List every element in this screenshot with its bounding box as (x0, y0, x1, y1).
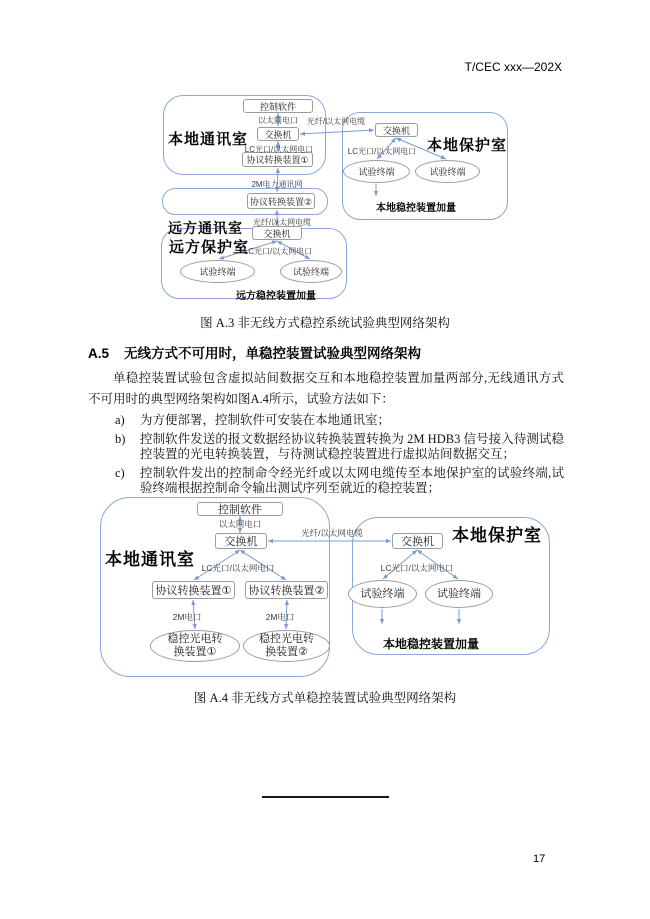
doc-code: T/CEC xxx—202X (464, 60, 562, 74)
paragraph: 单稳控装置试验包含虚拟站间数据交互和本地稳控装置加量两部分,无线通讯方式不可用时的典型网络架构如图A.4所示，试验方法如下： (88, 371, 564, 406)
node-control-software: 控制软件 (197, 502, 283, 516)
node-switch-local-prot: 交换机 (392, 533, 443, 549)
label-fiber-cable: 光纤/以太网电缆 (252, 218, 312, 227)
room-title-remote-comm: 远方通讯室 (168, 220, 243, 236)
label-lc-port: LC光口/以太网电口 (380, 563, 454, 573)
node-test-terminal: 试验终端 (343, 160, 410, 183)
caption-figure-a4: 图 A.4 非无线方式单稳控装置试验典型网络架构 (193, 691, 457, 705)
list-marker: b) (115, 431, 126, 446)
list-text: 控制软件发出的控制命令经光纤或以太网电缆传至本地保护室的试验终端,试验终端根据控制命令输出测试序列至就近的稳控装置； (140, 465, 564, 495)
body-text (88, 368, 564, 497)
room-title-local-comm: 本地通讯室 (168, 131, 249, 148)
node-switch-local-comm: 交换机 (215, 533, 267, 549)
label-ethernet-port: 以太网电口 (218, 519, 262, 529)
node-test-terminal: 试验终端 (415, 160, 480, 183)
room-title-local-prot: 本地保护室 (427, 137, 508, 154)
node-switch-local-comm: 交换机 (257, 127, 299, 141)
node-test-terminal: 试验终端 (425, 580, 493, 608)
label-2m-port: 2M电口 (265, 612, 295, 622)
opto1-line1: 稳控光电转 (167, 633, 223, 645)
node-switch-local-prot: 交换机 (375, 123, 418, 137)
room-title-remote-prot: 远方保护室 (169, 239, 250, 256)
label-2m-port: 2M电口 (172, 612, 202, 622)
opto1-line2: 换装置① (173, 646, 217, 658)
label-local-gain: 本地稳控装置加量 (382, 637, 480, 651)
figure-a4-diagram (97, 490, 557, 685)
list-marker: c) (115, 465, 125, 480)
opto2-line2: 换装置② (265, 646, 308, 658)
node-protocol-converter-2: 协议转换装置② (245, 581, 328, 599)
label-2m-power-network: 2M电力通讯网 (251, 180, 303, 189)
node-test-terminal: 试验终端 (180, 260, 255, 283)
room-title-local-prot: 本地保护室 (452, 526, 542, 545)
page-number: 17 (533, 853, 546, 865)
list-text: 控制软件发送的报文数据经协议转换装置转换为 2M HDB3 信号接入待测试稳控装置的光电转换装置，与待测试稳控装置进行虚拟站间数据交互； (140, 431, 564, 461)
label-fiber-cable: 光纤/以太网电缆 (306, 117, 366, 126)
list-marker: a) (115, 413, 125, 427)
node-opto-converter-2 (243, 630, 330, 662)
label-ethernet-port: 以太网电口 (258, 116, 298, 125)
section-number: A.5 (88, 346, 110, 361)
label-lc-port: LC光口/以太网电口 (244, 145, 314, 154)
label-lc-port: LC光口/以太网电口 (347, 147, 417, 156)
section-heading (88, 342, 421, 362)
label-fiber-cable: 光纤/以太网电缆 (301, 528, 363, 538)
label-lc-port: LC光口/以太网电口 (243, 247, 313, 256)
list-item-b (88, 432, 564, 463)
node-switch-remote-prot: 交换机 (252, 226, 302, 240)
label-remote-gain: 远方稳控装置加量 (236, 291, 316, 302)
list-item-a (88, 413, 564, 429)
node-control-software: 控制软件 (243, 99, 313, 113)
node-test-terminal: 试验终端 (348, 580, 417, 608)
node-protocol-converter-2: 协议转换装置② (247, 193, 315, 209)
end-of-document-line (262, 796, 389, 798)
node-opto-converter-1 (150, 630, 240, 662)
opto2-line1: 稳控光电转 (259, 633, 314, 645)
figure-a3-diagram (150, 90, 515, 312)
section-title: 无线方式不可用时，单稳控装置试验典型网络架构 (124, 346, 422, 361)
node-protocol-converter-1: 协议转换装置① (242, 152, 313, 167)
list-text: 为方便部署，控制软件可安装在本地通讯室； (140, 413, 391, 427)
room-title-local-comm: 本地通讯室 (105, 550, 195, 569)
node-protocol-converter-1: 协议转换装置① (152, 581, 235, 599)
caption-figure-a3: 图 A.3 非无线方式稳控系统试验典型网络架构 (200, 316, 450, 330)
node-test-terminal: 试验终端 (280, 260, 342, 283)
label-lc-port: LC光口/以太网电口 (201, 563, 275, 573)
label-local-gain: 本地稳控装置加量 (376, 203, 456, 214)
